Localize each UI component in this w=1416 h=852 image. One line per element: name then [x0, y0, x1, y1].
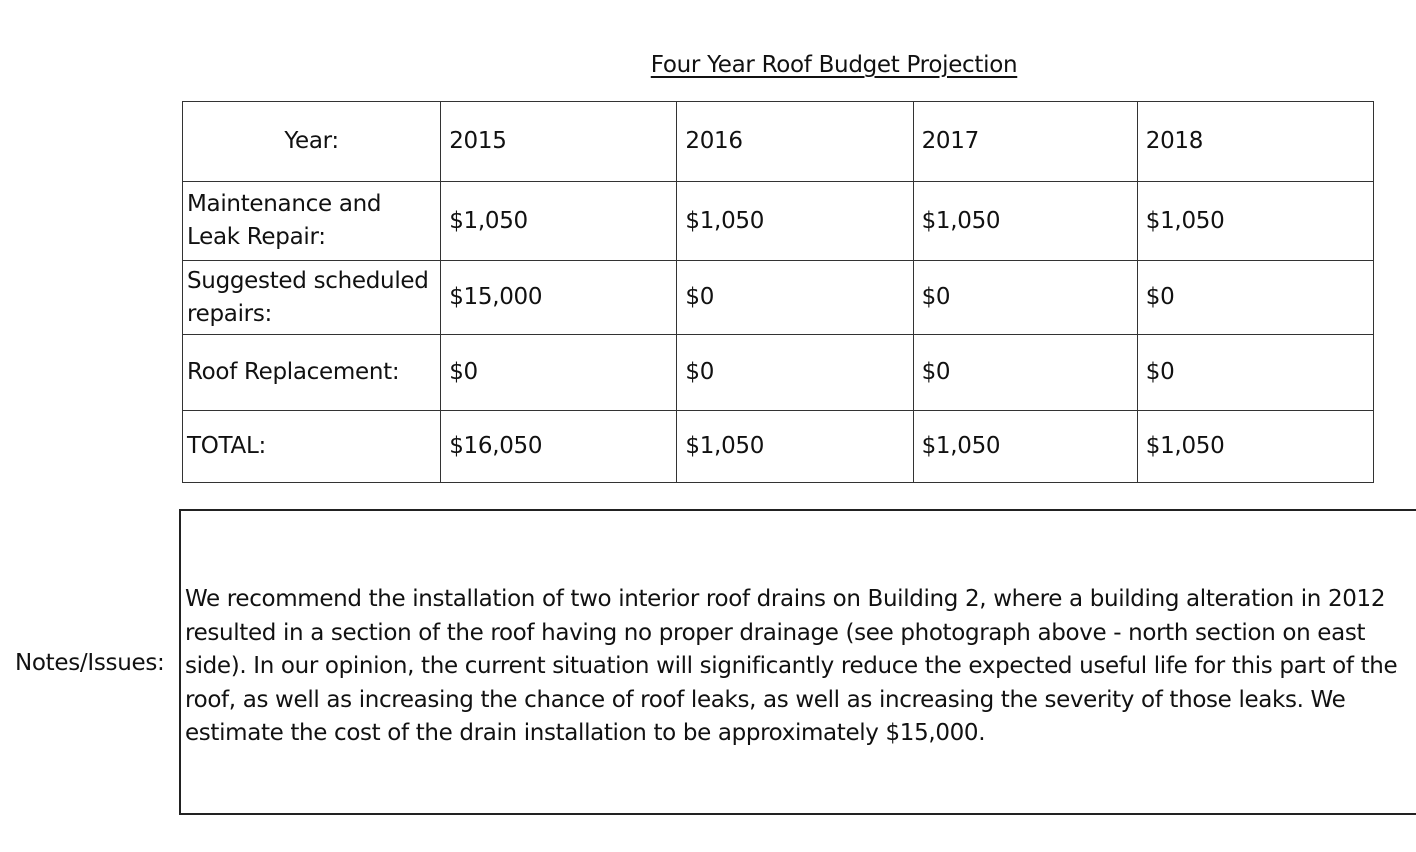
- value-cell: $1,050: [913, 411, 1137, 483]
- notes-label: Notes/Issues:: [15, 650, 165, 676]
- value-cell: $0: [677, 335, 913, 411]
- value-cell: $0: [441, 335, 677, 411]
- value-cell: $1,050: [913, 182, 1137, 261]
- value-cell: $1,050: [1137, 411, 1373, 483]
- table-row: [183, 411, 1374, 483]
- value-cell: $16,050: [441, 411, 677, 483]
- value-cell: $1,050: [441, 182, 677, 261]
- row-label-cell: Roof Replacement:: [183, 335, 441, 411]
- value-cell: $0: [913, 335, 1137, 411]
- header-year-cell: 2016: [677, 102, 913, 182]
- page-title: Four Year Roof Budget Projection: [650, 52, 1018, 78]
- row-label-cell: Suggested scheduled repairs:: [183, 261, 441, 335]
- value-cell: $1,050: [677, 411, 913, 483]
- header-year-cell: 2015: [441, 102, 677, 182]
- header-year-cell: 2018: [1137, 102, 1373, 182]
- row-label-cell: Maintenance and Leak Repair:: [183, 182, 441, 261]
- table-row: [183, 261, 1374, 335]
- header-year-cell: 2017: [913, 102, 1137, 182]
- value-cell: $0: [677, 261, 913, 335]
- value-cell: $1,050: [1137, 182, 1373, 261]
- row-label-cell: TOTAL:: [183, 411, 441, 483]
- budget-table: [182, 101, 1374, 483]
- value-cell: $0: [1137, 335, 1373, 411]
- table-row: [183, 182, 1374, 261]
- notes-text: We recommend the installation of two interior roof drains on Building 2, where a building alteration in 2012 resulted in a section of the roof having no proper drainage (see photograph above - north section on east side). In our opinion, the current situation will significantly reduce the expected useful life for this part of the roof, as well as increasing the chance of roof leaks, as well as increasing the severity of those leaks. We estimate the cost of the drain installation to be approximately $15,000.: [185, 586, 1398, 746]
- value-cell: $15,000: [441, 261, 677, 335]
- notes-box: [179, 509, 1416, 815]
- header-label-cell: Year:: [183, 102, 441, 182]
- table-row: [183, 335, 1374, 411]
- table-header-row: [183, 102, 1374, 182]
- value-cell: $0: [913, 261, 1137, 335]
- value-cell: $0: [1137, 261, 1373, 335]
- value-cell: $1,050: [677, 182, 913, 261]
